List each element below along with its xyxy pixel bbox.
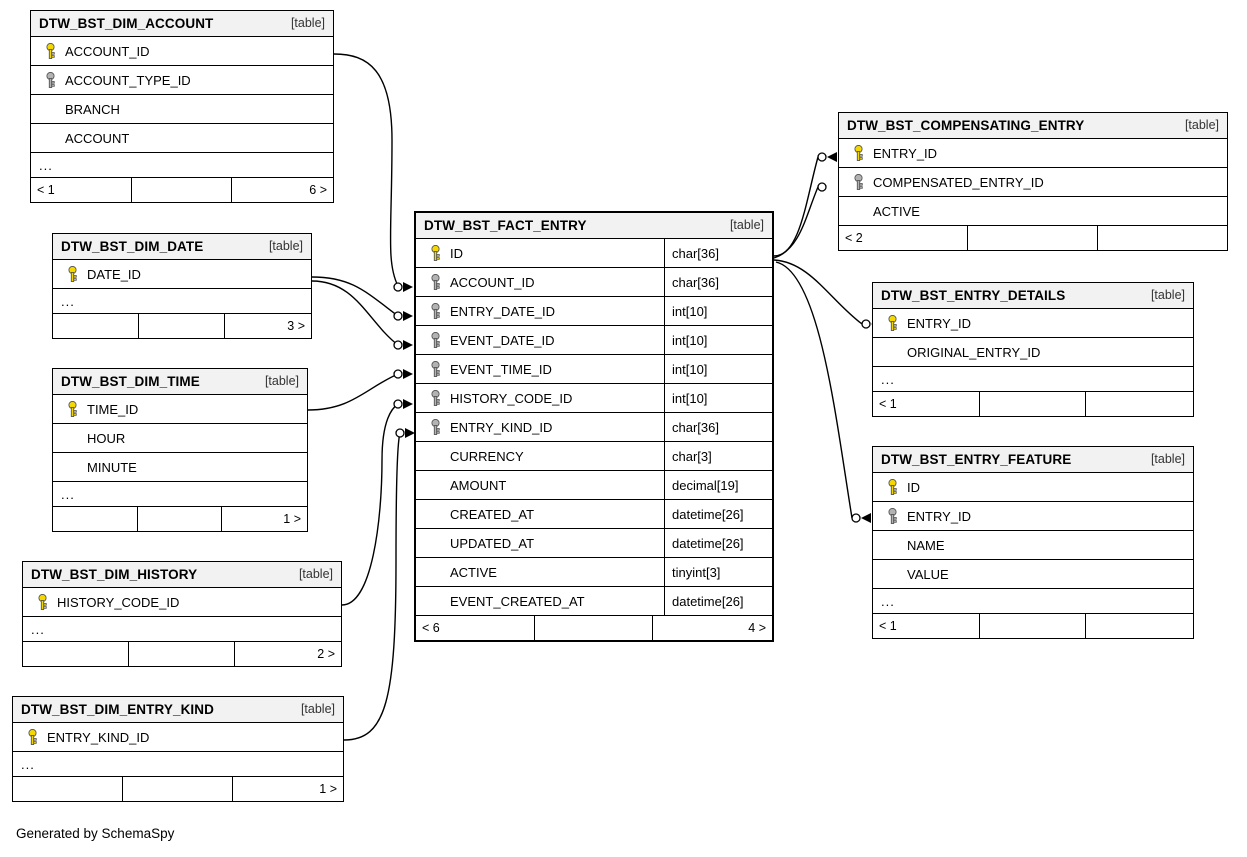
column-type: char[36]	[664, 268, 772, 296]
column-name-cell	[53, 460, 307, 475]
table-footer	[53, 314, 311, 338]
footer-parents-count[interactable]: < 1	[873, 614, 980, 638]
column-name-cell	[873, 315, 1193, 332]
footer-parents-count[interactable]	[13, 777, 123, 801]
column-name: UPDATED_AT	[450, 535, 535, 551]
column-name-cell	[873, 479, 1193, 496]
footer-parents-count[interactable]: < 6	[416, 616, 535, 640]
table-dim_entry_kind[interactable]	[12, 696, 344, 802]
foreign-key-icon	[424, 274, 446, 291]
column-row[interactable]	[839, 139, 1227, 168]
footer-children-count[interactable]: 1 >	[319, 782, 337, 796]
table-dim_history[interactable]	[22, 561, 342, 667]
column-name-cell	[23, 594, 341, 611]
column-name-cell	[53, 431, 307, 446]
table-header-compensating_entry[interactable]	[839, 113, 1227, 139]
column-name-cell	[416, 390, 664, 407]
table-footer	[53, 507, 307, 531]
column-row[interactable]	[31, 66, 333, 95]
column-type: decimal[19]	[664, 471, 772, 499]
column-name: NAME	[907, 537, 945, 553]
column-name-cell	[416, 478, 664, 493]
more-columns-indicator: ...	[873, 589, 1193, 614]
foreign-key-icon	[424, 361, 446, 378]
column-name: TIME_ID	[87, 401, 139, 417]
more-columns-indicator: ...	[873, 367, 1193, 392]
column-type: char[36]	[664, 239, 772, 267]
column-row[interactable]	[416, 326, 772, 355]
primary-key-icon	[39, 43, 61, 60]
column-name: EVENT_CREATED_AT	[450, 593, 585, 609]
footer-middle	[980, 392, 1087, 416]
column-name: ACTIVE	[450, 564, 497, 580]
column-row[interactable]	[13, 723, 343, 752]
primary-key-icon	[61, 266, 83, 283]
table-entry_details[interactable]	[872, 282, 1194, 417]
column-name: ENTRY_ID	[907, 315, 972, 331]
foreign-key-icon	[424, 303, 446, 320]
table-entry_feature[interactable]	[872, 446, 1194, 639]
table-footer	[23, 642, 341, 666]
footer-children-count[interactable]: 3 >	[287, 319, 305, 333]
foreign-key-icon	[424, 419, 446, 436]
column-row[interactable]	[416, 239, 772, 268]
footer-children-count[interactable]: 2 >	[317, 647, 335, 661]
column-name-cell	[31, 43, 333, 60]
column-name: AMOUNT	[450, 477, 507, 493]
table-header-fact_entry[interactable]	[416, 213, 772, 239]
footer-middle	[535, 616, 654, 640]
column-row[interactable]	[416, 558, 772, 587]
column-name: EVENT_TIME_ID	[450, 361, 552, 377]
more-columns-indicator: ...	[31, 153, 333, 178]
column-name-cell	[416, 565, 664, 580]
footer-children-count[interactable]	[1098, 226, 1227, 250]
table-header-entry_feature[interactable]	[873, 447, 1193, 473]
table-title: DTW_BST_COMPENSATING_ENTRY	[847, 117, 1085, 133]
column-row[interactable]	[839, 197, 1227, 226]
table-footer	[873, 614, 1193, 638]
column-row[interactable]	[839, 168, 1227, 197]
footer-children-count[interactable]	[1086, 392, 1193, 416]
more-columns-indicator: ...	[23, 617, 341, 642]
column-name: DATE_ID	[87, 266, 141, 282]
footer-parents-count[interactable]	[53, 314, 139, 338]
column-row[interactable]	[416, 442, 772, 471]
table-kind-label: [table]	[290, 16, 325, 30]
footer-children-count[interactable]: 4 >	[748, 621, 767, 635]
column-name-cell	[416, 361, 664, 378]
column-name-cell	[839, 204, 1227, 219]
table-title: DTW_BST_ENTRY_FEATURE	[881, 451, 1072, 467]
column-name: COMPENSATED_ENTRY_ID	[873, 174, 1044, 190]
column-row[interactable]	[416, 297, 772, 326]
footer-parents-count[interactable]: < 1	[873, 392, 980, 416]
column-name-cell	[873, 567, 1193, 582]
table-compensating_entry[interactable]	[838, 112, 1228, 251]
column-name: ACCOUNT_TYPE_ID	[65, 72, 191, 88]
column-type: tinyint[3]	[664, 558, 772, 586]
column-name-cell	[13, 729, 343, 746]
primary-key-icon	[881, 315, 903, 332]
column-type: int[10]	[664, 384, 772, 412]
column-name-cell	[416, 449, 664, 464]
primary-key-icon	[847, 145, 869, 162]
column-row[interactable]	[31, 124, 333, 153]
table-title: DTW_BST_DIM_TIME	[61, 373, 200, 389]
column-row[interactable]	[416, 413, 772, 442]
column-name-cell	[53, 401, 307, 418]
column-type: int[10]	[664, 355, 772, 383]
table-title: DTW_BST_FACT_ENTRY	[424, 217, 587, 233]
footer-middle	[980, 614, 1087, 638]
more-columns-indicator: ...	[53, 482, 307, 507]
column-name-cell	[416, 303, 664, 320]
column-name-cell	[839, 174, 1227, 191]
column-type: int[10]	[664, 326, 772, 354]
table-kind-label: [table]	[729, 218, 764, 232]
table-title: DTW_BST_DIM_ACCOUNT	[39, 15, 214, 31]
table-footer	[13, 777, 343, 801]
footer-middle	[139, 314, 225, 338]
table-title: DTW_BST_DIM_DATE	[61, 238, 204, 254]
column-type: int[10]	[664, 297, 772, 325]
column-name: ID	[907, 479, 920, 495]
column-row[interactable]	[873, 502, 1193, 531]
table-fact_entry[interactable]	[414, 211, 774, 642]
column-name: HISTORY_CODE_ID	[57, 594, 180, 610]
table-title: DTW_BST_DIM_HISTORY	[31, 566, 198, 582]
table-header-dim_entry_kind[interactable]	[13, 697, 343, 723]
table-kind-label: [table]	[264, 374, 299, 388]
column-name: ACCOUNT_ID	[65, 43, 150, 59]
column-name-cell	[416, 507, 664, 522]
column-row[interactable]	[53, 395, 307, 424]
column-name: HISTORY_CODE_ID	[450, 390, 573, 406]
column-name-cell	[31, 102, 333, 117]
column-name-cell	[416, 594, 664, 609]
primary-key-icon	[31, 594, 53, 611]
column-type: char[3]	[664, 442, 772, 470]
footer-parents-count[interactable]	[23, 642, 129, 666]
column-row[interactable]	[873, 309, 1193, 338]
column-row[interactable]	[53, 260, 311, 289]
column-row[interactable]	[416, 384, 772, 413]
column-name: ENTRY_DATE_ID	[450, 303, 555, 319]
footer-middle	[138, 507, 223, 531]
footer-children-count[interactable]	[1086, 614, 1193, 638]
footer-children-count[interactable]: 1 >	[283, 512, 302, 526]
column-row[interactable]	[416, 500, 772, 529]
table-kind-label: [table]	[1150, 452, 1185, 466]
column-name: ID	[450, 245, 463, 261]
foreign-key-icon	[881, 508, 903, 525]
table-title: DTW_BST_DIM_ENTRY_KIND	[21, 701, 214, 717]
foreign-key-icon	[424, 332, 446, 349]
column-row[interactable]	[873, 338, 1193, 367]
column-row[interactable]	[31, 95, 333, 124]
table-header-dim_time[interactable]	[53, 369, 307, 395]
column-name-cell	[31, 131, 333, 146]
primary-key-icon	[61, 401, 83, 418]
column-name: ORIGINAL_ENTRY_ID	[907, 344, 1041, 360]
column-row[interactable]	[873, 560, 1193, 589]
column-row[interactable]	[53, 424, 307, 453]
column-row[interactable]	[416, 471, 772, 500]
table-kind-label: [table]	[300, 702, 335, 716]
column-name: ACCOUNT	[65, 130, 130, 146]
column-name: ENTRY_ID	[907, 508, 972, 524]
column-row[interactable]	[416, 268, 772, 297]
column-row[interactable]	[873, 473, 1193, 502]
table-title: DTW_BST_ENTRY_DETAILS	[881, 287, 1066, 303]
footer-parents-count[interactable]: < 1	[31, 178, 132, 202]
column-name: CURRENCY	[450, 448, 524, 464]
more-columns-indicator: ...	[53, 289, 311, 314]
footer-middle	[129, 642, 235, 666]
column-row[interactable]	[31, 37, 333, 66]
primary-key-icon	[21, 729, 43, 746]
table-footer	[416, 616, 772, 640]
column-name: VALUE	[907, 566, 949, 582]
column-name-cell	[873, 538, 1193, 553]
column-name-cell	[53, 266, 311, 283]
column-name-cell	[416, 419, 664, 436]
column-row[interactable]	[416, 529, 772, 558]
column-row[interactable]	[416, 355, 772, 384]
column-type: char[36]	[664, 413, 772, 441]
more-columns-indicator: ...	[13, 752, 343, 777]
column-name-cell	[416, 274, 664, 291]
column-name: EVENT_DATE_ID	[450, 332, 555, 348]
column-name: MINUTE	[87, 459, 137, 475]
column-name: ENTRY_KIND_ID	[450, 419, 553, 435]
footer-middle	[132, 178, 233, 202]
footer-middle	[968, 226, 1097, 250]
table-kind-label: [table]	[268, 239, 303, 253]
table-footer	[873, 392, 1193, 416]
table-dim_date[interactable]	[52, 233, 312, 339]
column-name: ACTIVE	[873, 203, 920, 219]
table-header-dim_account[interactable]	[31, 11, 333, 37]
column-row[interactable]	[23, 588, 341, 617]
column-name-cell	[416, 536, 664, 551]
column-name: BRANCH	[65, 101, 120, 117]
column-name-cell	[416, 332, 664, 349]
column-type: datetime[26]	[664, 529, 772, 557]
table-header-dim_history[interactable]	[23, 562, 341, 588]
column-name-cell	[873, 508, 1193, 525]
column-type: datetime[26]	[664, 500, 772, 528]
column-name: CREATED_AT	[450, 506, 535, 522]
column-row[interactable]	[416, 587, 772, 616]
column-name: ENTRY_KIND_ID	[47, 729, 150, 745]
column-row[interactable]	[873, 531, 1193, 560]
column-name: ACCOUNT_ID	[450, 274, 535, 290]
column-name-cell	[839, 145, 1227, 162]
table-header-dim_date[interactable]	[53, 234, 311, 260]
column-name-cell	[416, 245, 664, 262]
footer-children-count[interactable]: 6 >	[309, 183, 328, 197]
column-name-cell	[31, 72, 333, 89]
table-footer	[839, 226, 1227, 250]
footer-parents-count[interactable]: < 2	[839, 226, 968, 250]
foreign-key-icon	[847, 174, 869, 191]
table-header-entry_details[interactable]	[873, 283, 1193, 309]
table-kind-label: [table]	[298, 567, 333, 581]
column-type: datetime[26]	[664, 587, 772, 615]
table-dim_time[interactable]	[52, 368, 308, 532]
primary-key-icon	[424, 245, 446, 262]
column-name: HOUR	[87, 430, 126, 446]
column-name: ENTRY_ID	[873, 145, 938, 161]
foreign-key-icon	[424, 390, 446, 407]
table-kind-label: [table]	[1184, 118, 1219, 132]
table-footer	[31, 178, 333, 202]
table-kind-label: [table]	[1150, 288, 1185, 302]
generated-by-label: Generated by SchemaSpy	[16, 826, 175, 841]
column-name-cell	[873, 345, 1193, 360]
footer-middle	[123, 777, 233, 801]
footer-parents-count[interactable]	[53, 507, 138, 531]
table-dim_account[interactable]	[30, 10, 334, 203]
column-row[interactable]	[53, 453, 307, 482]
foreign-key-icon	[39, 72, 61, 89]
primary-key-icon	[881, 479, 903, 496]
